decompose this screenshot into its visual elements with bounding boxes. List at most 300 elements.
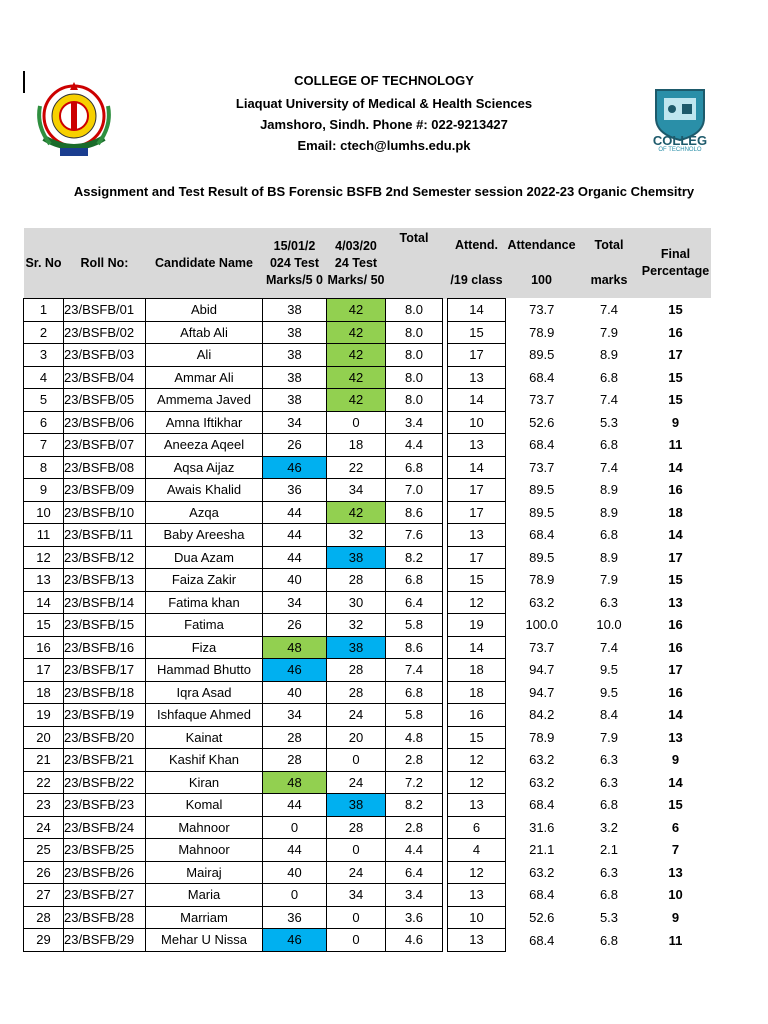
attendance-cell: 68.4 xyxy=(506,524,578,547)
attendance-cell: 94.7 xyxy=(506,659,578,682)
test2-cell: 38 xyxy=(327,546,386,569)
test1-cell: 40 xyxy=(263,681,327,704)
roll-cell: 23/BSFB/12 xyxy=(64,546,146,569)
roll-cell: 23/BSFB/20 xyxy=(64,726,146,749)
attendance-cell: 52.6 xyxy=(506,411,578,434)
name-cell: Fiza xyxy=(146,636,263,659)
test1-cell: 46 xyxy=(263,456,327,479)
total-cell: 7.2 xyxy=(386,771,443,794)
sr-cell: 19 xyxy=(24,704,64,727)
table-row xyxy=(24,636,711,659)
attendance-cell: 63.2 xyxy=(506,861,578,884)
final-cell: 17 xyxy=(641,659,711,682)
attendance-cell: 78.9 xyxy=(506,569,578,592)
attend-cell: 17 xyxy=(448,546,506,569)
attendance-cell: 89.5 xyxy=(506,546,578,569)
test1-cell: 38 xyxy=(263,321,327,344)
total-cell: 4.8 xyxy=(386,726,443,749)
final-cell: 16 xyxy=(641,636,711,659)
attend-cell: 13 xyxy=(448,366,506,389)
total-cell: 6.8 xyxy=(386,456,443,479)
total-cell: 4.4 xyxy=(386,434,443,457)
attend-cell: 13 xyxy=(448,884,506,907)
total-marks-cell: 5.3 xyxy=(578,906,641,929)
attendance-cell: 78.9 xyxy=(506,321,578,344)
test2-cell: 0 xyxy=(327,929,386,952)
final-cell: 9 xyxy=(641,411,711,434)
table-row xyxy=(24,366,711,389)
attend-cell: 12 xyxy=(448,861,506,884)
table-row xyxy=(24,771,711,794)
final-cell: 9 xyxy=(641,749,711,772)
attendance-cell: 21.1 xyxy=(506,839,578,862)
roll-cell: 23/BSFB/06 xyxy=(64,411,146,434)
sr-cell: 11 xyxy=(24,524,64,547)
final-cell: 14 xyxy=(641,456,711,479)
roll-cell: 23/BSFB/03 xyxy=(64,344,146,367)
sr-cell: 12 xyxy=(24,546,64,569)
final-cell: 17 xyxy=(641,344,711,367)
sr-cell: 8 xyxy=(24,456,64,479)
table-row xyxy=(24,884,711,907)
attend-cell: 17 xyxy=(448,501,506,524)
test1-cell: 34 xyxy=(263,411,327,434)
final-cell: 15 xyxy=(641,366,711,389)
test2-cell: 18 xyxy=(327,434,386,457)
attendance-cell: 31.6 xyxy=(506,816,578,839)
total-marks-cell: 10.0 xyxy=(578,614,641,637)
name-cell: Ishfaque Ahmed xyxy=(146,704,263,727)
attend-cell: 6 xyxy=(448,816,506,839)
table-row xyxy=(24,344,711,367)
name-cell: Aqsa Aijaz xyxy=(146,456,263,479)
col-test2: 4/03/20 24 Test Marks/ 50 xyxy=(327,228,386,299)
test2-cell: 0 xyxy=(327,411,386,434)
final-cell: 10 xyxy=(641,884,711,907)
sr-cell: 27 xyxy=(24,884,64,907)
attend-cell: 13 xyxy=(448,929,506,952)
name-cell: Amna Iftikhar xyxy=(146,411,263,434)
roll-cell: 23/BSFB/13 xyxy=(64,569,146,592)
test1-cell: 34 xyxy=(263,591,327,614)
sr-cell: 25 xyxy=(24,839,64,862)
final-cell: 11 xyxy=(641,929,711,952)
sr-cell: 2 xyxy=(24,321,64,344)
test1-cell: 26 xyxy=(263,614,327,637)
col-attend: Attend. /19 class xyxy=(448,228,506,299)
name-cell: Ali xyxy=(146,344,263,367)
table-row xyxy=(24,434,711,457)
test1-cell: 44 xyxy=(263,839,327,862)
attend-cell: 10 xyxy=(448,906,506,929)
table-row xyxy=(24,321,711,344)
attendance-cell: 68.4 xyxy=(506,794,578,817)
total-cell: 5.8 xyxy=(386,614,443,637)
total-cell: 8.2 xyxy=(386,794,443,817)
total-cell: 6.4 xyxy=(386,861,443,884)
attend-cell: 4 xyxy=(448,839,506,862)
test2-cell: 42 xyxy=(327,344,386,367)
total-cell: 7.4 xyxy=(386,659,443,682)
name-cell: Fatima xyxy=(146,614,263,637)
roll-cell: 23/BSFB/19 xyxy=(64,704,146,727)
total-cell: 4.4 xyxy=(386,839,443,862)
total-marks-cell: 7.4 xyxy=(578,389,641,412)
attend-cell: 18 xyxy=(448,659,506,682)
col-name: Candidate Name xyxy=(146,228,263,299)
test2-cell: 32 xyxy=(327,524,386,547)
header-row xyxy=(24,228,711,299)
test2-cell: 20 xyxy=(327,726,386,749)
roll-cell: 23/BSFB/16 xyxy=(64,636,146,659)
roll-cell: 23/BSFB/05 xyxy=(64,389,146,412)
sr-cell: 5 xyxy=(24,389,64,412)
roll-cell: 23/BSFB/29 xyxy=(64,929,146,952)
table-row xyxy=(24,816,711,839)
attend-cell: 10 xyxy=(448,411,506,434)
attendance-cell: 63.2 xyxy=(506,771,578,794)
sr-cell: 16 xyxy=(24,636,64,659)
attendance-cell: 84.2 xyxy=(506,704,578,727)
attend-cell: 19 xyxy=(448,614,506,637)
roll-cell: 23/BSFB/09 xyxy=(64,479,146,502)
total-marks-cell: 8.9 xyxy=(578,501,641,524)
roll-cell: 23/BSFB/22 xyxy=(64,771,146,794)
table-row xyxy=(24,389,711,412)
final-cell: 14 xyxy=(641,524,711,547)
final-cell: 15 xyxy=(641,299,711,322)
name-cell: Kainat xyxy=(146,726,263,749)
total-cell: 6.8 xyxy=(386,569,443,592)
roll-cell: 23/BSFB/15 xyxy=(64,614,146,637)
attend-cell: 13 xyxy=(448,524,506,547)
total-cell: 7.0 xyxy=(386,479,443,502)
final-cell: 7 xyxy=(641,839,711,862)
attend-cell: 18 xyxy=(448,681,506,704)
test2-cell: 34 xyxy=(327,479,386,502)
total-cell: 8.0 xyxy=(386,321,443,344)
final-cell: 16 xyxy=(641,321,711,344)
name-cell: Mahnoor xyxy=(146,839,263,862)
sr-cell: 21 xyxy=(24,749,64,772)
name-cell: Aftab Ali xyxy=(146,321,263,344)
total-marks-cell: 6.3 xyxy=(578,861,641,884)
roll-cell: 23/BSFB/27 xyxy=(64,884,146,907)
logo-text: COLLEG xyxy=(652,133,708,148)
final-cell: 6 xyxy=(641,816,711,839)
sr-cell: 24 xyxy=(24,816,64,839)
test2-cell: 42 xyxy=(327,366,386,389)
test1-cell: 46 xyxy=(263,659,327,682)
name-cell: Aneeza Aqeel xyxy=(146,434,263,457)
attend-cell: 12 xyxy=(448,749,506,772)
test2-cell: 42 xyxy=(327,299,386,322)
final-cell: 15 xyxy=(641,794,711,817)
total-marks-cell: 6.8 xyxy=(578,929,641,952)
sr-cell: 29 xyxy=(24,929,64,952)
test1-cell: 38 xyxy=(263,344,327,367)
total-cell: 8.2 xyxy=(386,546,443,569)
name-cell: Abid xyxy=(146,299,263,322)
test2-cell: 28 xyxy=(327,569,386,592)
name-cell: Hammad Bhutto xyxy=(146,659,263,682)
attendance-cell: 89.5 xyxy=(506,344,578,367)
attend-cell: 15 xyxy=(448,726,506,749)
col-total-marks: Total marks xyxy=(578,228,641,299)
final-cell: 15 xyxy=(641,569,711,592)
sr-cell: 23 xyxy=(24,794,64,817)
total-cell: 3.4 xyxy=(386,884,443,907)
total-marks-cell: 7.4 xyxy=(578,636,641,659)
total-cell: 6.4 xyxy=(386,591,443,614)
name-cell: Komal xyxy=(146,794,263,817)
col-test1: 15/01/2 024 Test Marks/5 0 xyxy=(263,228,327,299)
total-marks-cell: 7.9 xyxy=(578,569,641,592)
roll-cell: 23/BSFB/07 xyxy=(64,434,146,457)
col-final: Final Percentage xyxy=(641,228,711,299)
university-name: Liaquat University of Medical & Health Sciences xyxy=(235,96,533,111)
name-cell: Baby Areesha xyxy=(146,524,263,547)
sr-cell: 14 xyxy=(24,591,64,614)
table-row xyxy=(24,591,711,614)
roll-cell: 23/BSFB/21 xyxy=(64,749,146,772)
attendance-cell: 73.7 xyxy=(506,389,578,412)
sr-cell: 22 xyxy=(24,771,64,794)
test1-cell: 40 xyxy=(263,569,327,592)
total-marks-cell: 2.1 xyxy=(578,839,641,862)
total-cell: 7.6 xyxy=(386,524,443,547)
table-row xyxy=(24,704,711,727)
college-name: COLLEGE OF TECHNOLOGY xyxy=(294,73,474,88)
final-cell: 16 xyxy=(641,614,711,637)
table-row xyxy=(24,501,711,524)
test1-cell: 36 xyxy=(263,479,327,502)
table-row xyxy=(24,569,711,592)
total-marks-cell: 7.9 xyxy=(578,726,641,749)
total-marks-cell: 8.4 xyxy=(578,704,641,727)
final-cell: 14 xyxy=(641,704,711,727)
total-marks-cell: 9.5 xyxy=(578,659,641,682)
roll-cell: 23/BSFB/18 xyxy=(64,681,146,704)
table-row xyxy=(24,861,711,884)
total-cell: 4.6 xyxy=(386,929,443,952)
name-cell: Faiza Zakir xyxy=(146,569,263,592)
table-row xyxy=(24,659,711,682)
total-cell: 2.8 xyxy=(386,749,443,772)
test1-cell: 44 xyxy=(263,501,327,524)
attendance-cell: 68.4 xyxy=(506,929,578,952)
total-marks-cell: 6.3 xyxy=(578,771,641,794)
total-cell: 8.6 xyxy=(386,501,443,524)
attend-cell: 14 xyxy=(448,299,506,322)
test1-cell: 44 xyxy=(263,794,327,817)
final-cell: 11 xyxy=(641,434,711,457)
final-cell: 17 xyxy=(641,546,711,569)
sr-cell: 7 xyxy=(24,434,64,457)
total-marks-cell: 7.4 xyxy=(578,299,641,322)
test2-cell: 24 xyxy=(327,861,386,884)
total-cell: 8.0 xyxy=(386,366,443,389)
total-cell: 5.8 xyxy=(386,704,443,727)
table-row xyxy=(24,726,711,749)
sr-cell: 26 xyxy=(24,861,64,884)
roll-cell: 23/BSFB/11 xyxy=(64,524,146,547)
final-cell: 13 xyxy=(641,591,711,614)
attendance-cell: 63.2 xyxy=(506,591,578,614)
total-marks-cell: 8.9 xyxy=(578,344,641,367)
test1-cell: 46 xyxy=(263,929,327,952)
total-marks-cell: 7.9 xyxy=(578,321,641,344)
attend-cell: 15 xyxy=(448,569,506,592)
sr-cell: 3 xyxy=(24,344,64,367)
name-cell: Maria xyxy=(146,884,263,907)
table-row xyxy=(24,614,711,637)
table-row xyxy=(24,299,711,322)
logo-subtext: OF TECHNOLO xyxy=(658,147,702,153)
sr-cell: 10 xyxy=(24,501,64,524)
address-phone: Jamshoro, Sindh. Phone #: 022-9213427 xyxy=(260,117,508,132)
test1-cell: 0 xyxy=(263,816,327,839)
test2-cell: 42 xyxy=(327,501,386,524)
name-cell: Mehar U Nissa xyxy=(146,929,263,952)
roll-cell: 23/BSFB/17 xyxy=(64,659,146,682)
total-marks-cell: 6.8 xyxy=(578,884,641,907)
total-marks-cell: 6.3 xyxy=(578,749,641,772)
table-row xyxy=(24,479,711,502)
final-cell: 16 xyxy=(641,479,711,502)
name-cell: Ammar Ali xyxy=(146,366,263,389)
test2-cell: 0 xyxy=(327,839,386,862)
total-cell: 2.8 xyxy=(386,816,443,839)
test1-cell: 38 xyxy=(263,389,327,412)
attend-cell: 17 xyxy=(448,479,506,502)
test1-cell: 36 xyxy=(263,906,327,929)
test1-cell: 0 xyxy=(263,884,327,907)
total-marks-cell: 5.3 xyxy=(578,411,641,434)
attendance-cell: 73.7 xyxy=(506,456,578,479)
name-cell: Mairaj xyxy=(146,861,263,884)
attendance-cell: 78.9 xyxy=(506,726,578,749)
total-cell: 3.6 xyxy=(386,906,443,929)
attend-cell: 12 xyxy=(448,771,506,794)
roll-cell: 23/BSFB/10 xyxy=(64,501,146,524)
table-row xyxy=(24,794,711,817)
table-row xyxy=(24,906,711,929)
col-roll: Roll No: xyxy=(64,228,146,299)
final-cell: 16 xyxy=(641,681,711,704)
test2-cell: 28 xyxy=(327,816,386,839)
sr-cell: 1 xyxy=(24,299,64,322)
test1-cell: 38 xyxy=(263,299,327,322)
total-marks-cell: 8.9 xyxy=(578,546,641,569)
test2-cell: 42 xyxy=(327,389,386,412)
total-cell: 3.4 xyxy=(386,411,443,434)
test1-cell: 34 xyxy=(263,704,327,727)
attendance-cell: 73.7 xyxy=(506,299,578,322)
page-title: Assignment and Test Result of BS Forensic BSFB 2nd Semester session 2022-23 Organic Chemsitry xyxy=(73,184,695,199)
col-total: Total xyxy=(386,228,443,299)
table-row xyxy=(24,681,711,704)
attend-cell: 12 xyxy=(448,591,506,614)
attendance-cell: 68.4 xyxy=(506,366,578,389)
name-cell: Mahnoor xyxy=(146,816,263,839)
sr-cell: 9 xyxy=(24,479,64,502)
attendance-cell: 52.6 xyxy=(506,906,578,929)
test1-cell: 48 xyxy=(263,771,327,794)
total-marks-cell: 6.8 xyxy=(578,794,641,817)
attendance-cell: 100.0 xyxy=(506,614,578,637)
total-marks-cell: 6.8 xyxy=(578,524,641,547)
name-cell: Kashif Khan xyxy=(146,749,263,772)
attend-cell: 15 xyxy=(448,321,506,344)
final-cell: 13 xyxy=(641,861,711,884)
roll-cell: 23/BSFB/14 xyxy=(64,591,146,614)
table-row xyxy=(24,546,711,569)
sr-cell: 15 xyxy=(24,614,64,637)
attendance-cell: 68.4 xyxy=(506,884,578,907)
results-table xyxy=(23,228,711,952)
test2-cell: 30 xyxy=(327,591,386,614)
sr-cell: 20 xyxy=(24,726,64,749)
attendance-cell: 94.7 xyxy=(506,681,578,704)
test1-cell: 44 xyxy=(263,546,327,569)
col-sr: Sr. No xyxy=(24,228,64,299)
total-marks-cell: 8.9 xyxy=(578,479,641,502)
test2-cell: 0 xyxy=(327,749,386,772)
total-marks-cell: 6.3 xyxy=(578,591,641,614)
table-row xyxy=(24,456,711,479)
test2-cell: 24 xyxy=(327,704,386,727)
name-cell: Kiran xyxy=(146,771,263,794)
total-cell: 6.8 xyxy=(386,681,443,704)
total-marks-cell: 3.2 xyxy=(578,816,641,839)
final-cell: 18 xyxy=(641,501,711,524)
roll-cell: 23/BSFB/01 xyxy=(64,299,146,322)
total-cell: 8.0 xyxy=(386,344,443,367)
test2-cell: 32 xyxy=(327,614,386,637)
email: Email: ctech@lumhs.edu.pk xyxy=(297,138,471,153)
table-row xyxy=(24,524,711,547)
test2-cell: 38 xyxy=(327,794,386,817)
total-cell: 8.0 xyxy=(386,389,443,412)
attend-cell: 14 xyxy=(448,389,506,412)
test1-cell: 28 xyxy=(263,726,327,749)
roll-cell: 23/BSFB/08 xyxy=(64,456,146,479)
sr-cell: 28 xyxy=(24,906,64,929)
sr-cell: 13 xyxy=(24,569,64,592)
col-attendance: Attendance 100 xyxy=(506,228,578,299)
final-cell: 13 xyxy=(641,726,711,749)
table-row xyxy=(24,411,711,434)
attend-cell: 14 xyxy=(448,636,506,659)
test2-cell: 28 xyxy=(327,681,386,704)
attend-cell: 13 xyxy=(448,794,506,817)
table-row xyxy=(24,929,711,952)
test1-cell: 26 xyxy=(263,434,327,457)
attend-cell: 14 xyxy=(448,456,506,479)
final-cell: 9 xyxy=(641,906,711,929)
table-row xyxy=(24,839,711,862)
sr-cell: 4 xyxy=(24,366,64,389)
name-cell: Ammema Javed xyxy=(146,389,263,412)
test2-cell: 0 xyxy=(327,906,386,929)
total-marks-cell: 6.8 xyxy=(578,434,641,457)
test2-cell: 22 xyxy=(327,456,386,479)
roll-cell: 23/BSFB/04 xyxy=(64,366,146,389)
roll-cell: 23/BSFB/24 xyxy=(64,816,146,839)
name-cell: Marriam xyxy=(146,906,263,929)
final-cell: 14 xyxy=(641,771,711,794)
